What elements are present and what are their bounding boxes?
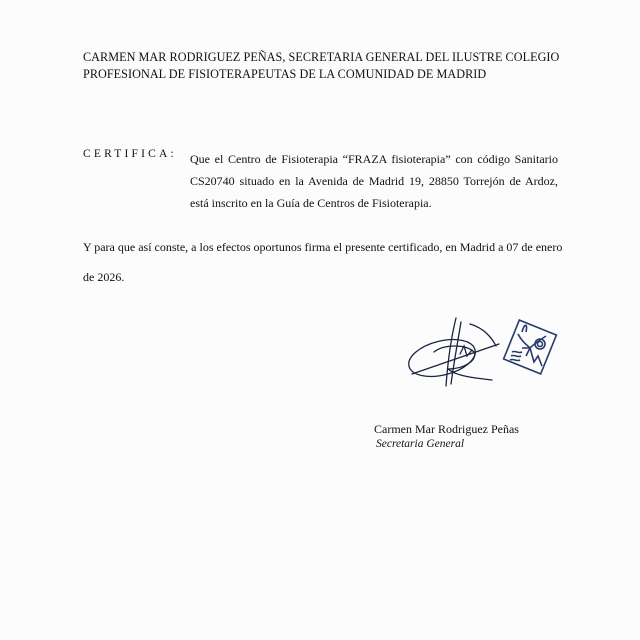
signer-name: Carmen Mar Rodriguez Peñas xyxy=(374,422,519,436)
certification-line-1: Que el Centro de Fisioterapia “FRAZA fisioterapia” con código Sanitario xyxy=(190,152,558,166)
closing-statement xyxy=(83,232,563,292)
header-line-1: CARMEN MAR RODRIGUEZ PEÑAS, SECRETARIA GENERAL DEL ILUSTRE COLEGIO xyxy=(83,50,560,64)
closing-line-2: de 2026. xyxy=(83,270,125,284)
certifica-label: CERTIFICA: xyxy=(83,148,177,160)
signer-block xyxy=(374,422,519,452)
signer-role: Secretaria General xyxy=(376,438,465,450)
certification-body xyxy=(190,148,558,214)
signature-icon xyxy=(404,314,504,390)
header-line-2: PROFESIONAL DE FISIOTERAPEUTAS DE LA COMUNIDAD DE MADRID xyxy=(83,67,487,81)
certification-line-2: CS20740 situado en la Avenida de Madrid 19, 28850 Torrejón de Ardoz, xyxy=(190,174,558,188)
closing-line-1: Y para que así conste, a los efectos oportunos firma el presente certificado, en Madrid a 07 de enero xyxy=(83,240,563,254)
certification-line-3: está inscrito en la Guía de Centros de Fisioterapia. xyxy=(190,196,432,210)
college-logo-stamp-icon xyxy=(500,318,558,378)
document-header xyxy=(83,49,560,83)
